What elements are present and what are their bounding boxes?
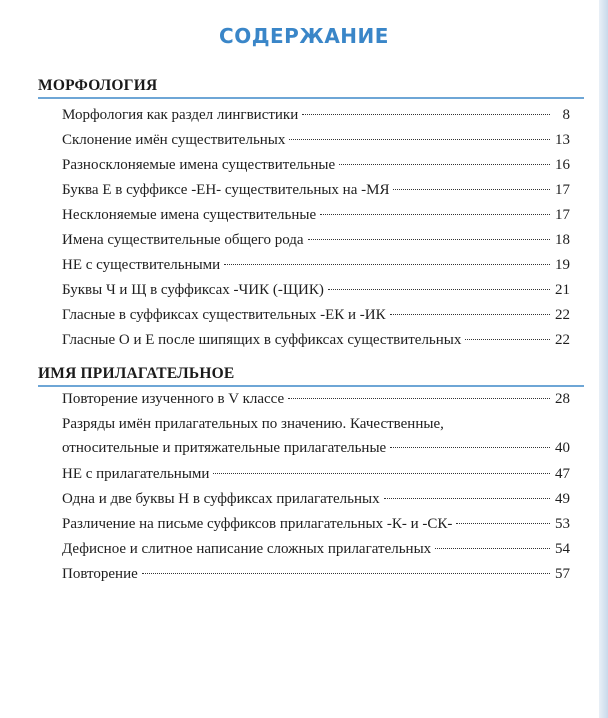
toc-entry[interactable]: Повторение 57 [62, 562, 570, 586]
section-rule [38, 97, 584, 99]
toc-entry[interactable]: Буква Е в суффиксе -ЕН- существительных на -МЯ 17 [62, 178, 570, 202]
page-number: 54 [555, 541, 570, 557]
toc-entry[interactable]: Разряды имён прилагательных по значению. Качественные, относительные и притяжательные прилагательные 40 [62, 412, 570, 460]
dot-leader [302, 114, 550, 115]
toc-entry[interactable]: НЕ с существительными 19 [62, 253, 570, 277]
dot-leader [308, 239, 550, 240]
page-number: 57 [555, 566, 570, 582]
dot-leader [456, 523, 550, 524]
toc-entry[interactable]: Несклоняемые имена существительные 17 [62, 203, 570, 227]
page-number: 8 [562, 107, 570, 123]
dot-leader [393, 189, 550, 190]
dot-leader [224, 264, 550, 265]
dot-leader [465, 339, 550, 340]
page-title: СОДЕРЖАНИЕ [219, 24, 389, 48]
toc-entry[interactable]: Имена существительные общего рода 18 [62, 228, 570, 252]
dot-leader [339, 164, 550, 165]
section-heading-morphology: МОРФОЛОГИЯ [38, 77, 158, 94]
toc-entry[interactable]: НЕ с прилагательными 47 [62, 462, 570, 486]
page-number: 19 [555, 257, 570, 273]
dot-leader [435, 548, 550, 549]
page-number: 13 [555, 132, 570, 148]
dot-leader [213, 473, 550, 474]
dot-leader [142, 573, 550, 574]
page-number: 49 [555, 491, 570, 507]
dot-leader [320, 214, 550, 215]
page-edge-band [599, 0, 608, 718]
toc-entry[interactable]: Буквы Ч и Щ в суффиксах -ЧИК (-ЩИК) 21 [62, 278, 570, 302]
page-number: 16 [555, 157, 570, 173]
toc-entry[interactable]: Разносклоняемые имена существительные 16 [62, 153, 570, 177]
dot-leader [289, 139, 550, 140]
page-number: 18 [555, 232, 570, 248]
page-number: 28 [555, 391, 570, 407]
section-heading-adjective: ИМЯ ПРИЛАГАТЕЛЬНОЕ [38, 365, 235, 382]
toc-entry[interactable]: Гласные О и Е после шипящих в суффиксах существительных 22 [62, 328, 570, 352]
page-number: 40 [555, 440, 570, 456]
toc-entry[interactable]: Склонение имён существительных 13 [62, 128, 570, 152]
page-number: 17 [555, 207, 570, 223]
page-number: 22 [555, 307, 570, 323]
page-number: 17 [555, 182, 570, 198]
toc-entry[interactable]: Повторение изученного в V классе 28 [62, 387, 570, 411]
dot-leader [328, 289, 550, 290]
page-number: 53 [555, 516, 570, 532]
toc-entry[interactable]: Различение на письме суффиксов прилагательных -К- и -СК- 53 [62, 512, 570, 536]
toc-entry[interactable]: Дефисное и слитное написание сложных прилагательных 54 [62, 537, 570, 561]
dot-leader [390, 314, 550, 315]
toc-entry[interactable]: Одна и две буквы Н в суффиксах прилагательных 49 [62, 487, 570, 511]
page-number: 22 [555, 332, 570, 348]
page-number: 21 [555, 282, 570, 298]
dot-leader [288, 398, 550, 399]
toc-entry[interactable]: Морфология как раздел лингвистики 8 [62, 103, 570, 127]
page-number: 47 [555, 466, 570, 482]
toc-entry[interactable]: Гласные в суффиксах существительных -ЕК и -ИК 22 [62, 303, 570, 327]
dot-leader [390, 447, 550, 448]
dot-leader [384, 498, 550, 499]
